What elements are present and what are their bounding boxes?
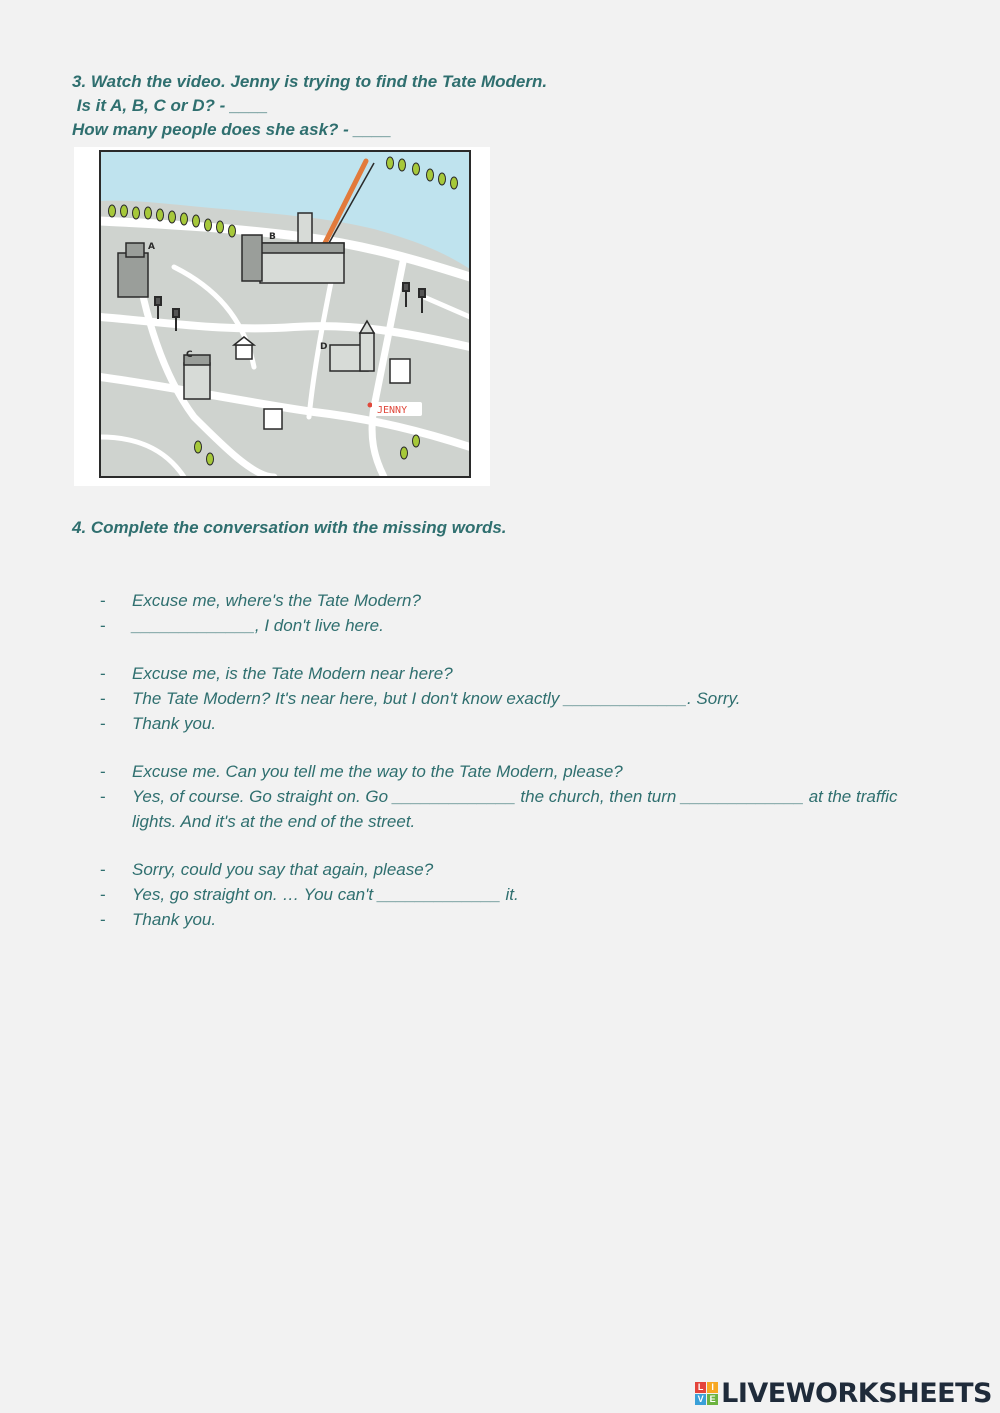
building-c [184, 355, 210, 399]
line-text: Yes, go straight on. … You can't _____________ it. [132, 885, 519, 904]
city-map [74, 147, 490, 486]
dialogue-2 [100, 661, 940, 736]
label-b: B [269, 232, 276, 242]
dash: - [100, 591, 106, 610]
dialogue-1 [100, 588, 940, 638]
dialogue-line [100, 711, 940, 736]
exercise-3-line-2: Is it A, B, C or D? - ____ [72, 96, 268, 115]
logo-letter: I [707, 1382, 718, 1393]
line-text: Excuse me, is the Tate Modern near here? [132, 664, 453, 683]
label-d: D [320, 342, 328, 352]
dash: - [100, 762, 106, 781]
logo-letter: V [695, 1394, 706, 1405]
dialogue-3 [100, 759, 940, 834]
dialogue-4 [100, 857, 940, 932]
line-text: Yes, of course. Go straight on. Go _____________ the church, then turn _____________ at the traffic lights. And it's at the end of the street. [132, 787, 898, 831]
line-text: Thank you. [132, 714, 217, 733]
line-text: The Tate Modern? It's near here, but I don't know exactly _____________. Sorry. [132, 689, 741, 708]
dialogue-line [100, 882, 940, 907]
liveworksheets-logo[interactable] [695, 1376, 992, 1410]
line-text: Excuse me. Can you tell me the way to the Tate Modern, please? [132, 762, 623, 781]
dash: - [100, 860, 106, 879]
line-text: Thank you. [132, 910, 217, 929]
dash: - [100, 616, 106, 635]
dialogue-line [100, 661, 940, 686]
conversation [100, 588, 940, 932]
line-text: Sorry, could you say that again, please? [132, 860, 434, 879]
dash: - [100, 689, 106, 708]
exercise-3-line-3: How many people does she ask? - ____ [72, 120, 392, 139]
dialogue-line [100, 686, 940, 711]
dash: - [100, 885, 106, 904]
dash: - [100, 787, 106, 806]
dialogue-line [100, 613, 940, 638]
logo-text: LIVEWORKSHEETS [721, 1377, 992, 1409]
label-jenny: JENNY [377, 405, 408, 416]
line-text: Excuse me, where's the Tate Modern? [132, 591, 421, 610]
label-c: C [186, 350, 193, 360]
label-a: A [148, 242, 155, 252]
dash: - [100, 910, 106, 929]
dash: - [100, 664, 106, 683]
dash: - [100, 714, 106, 733]
exercise-4-heading: 4. Complete the conversation with the missing words. [72, 518, 507, 537]
line-text: _____________, I don't live here. [132, 616, 384, 635]
jenny-marker [368, 403, 373, 408]
dialogue-line [100, 784, 940, 834]
exercise-3-line-1: 3. Watch the video. Jenny is trying to find the Tate Modern. [72, 72, 548, 91]
dialogue-line [100, 857, 940, 882]
logo-grid-icon [695, 1382, 718, 1405]
logo-letter: E [707, 1394, 718, 1405]
dialogue-line [100, 907, 940, 932]
dialogue-line [100, 588, 940, 613]
dialogue-line [100, 759, 940, 784]
logo-letter: L [695, 1382, 706, 1393]
